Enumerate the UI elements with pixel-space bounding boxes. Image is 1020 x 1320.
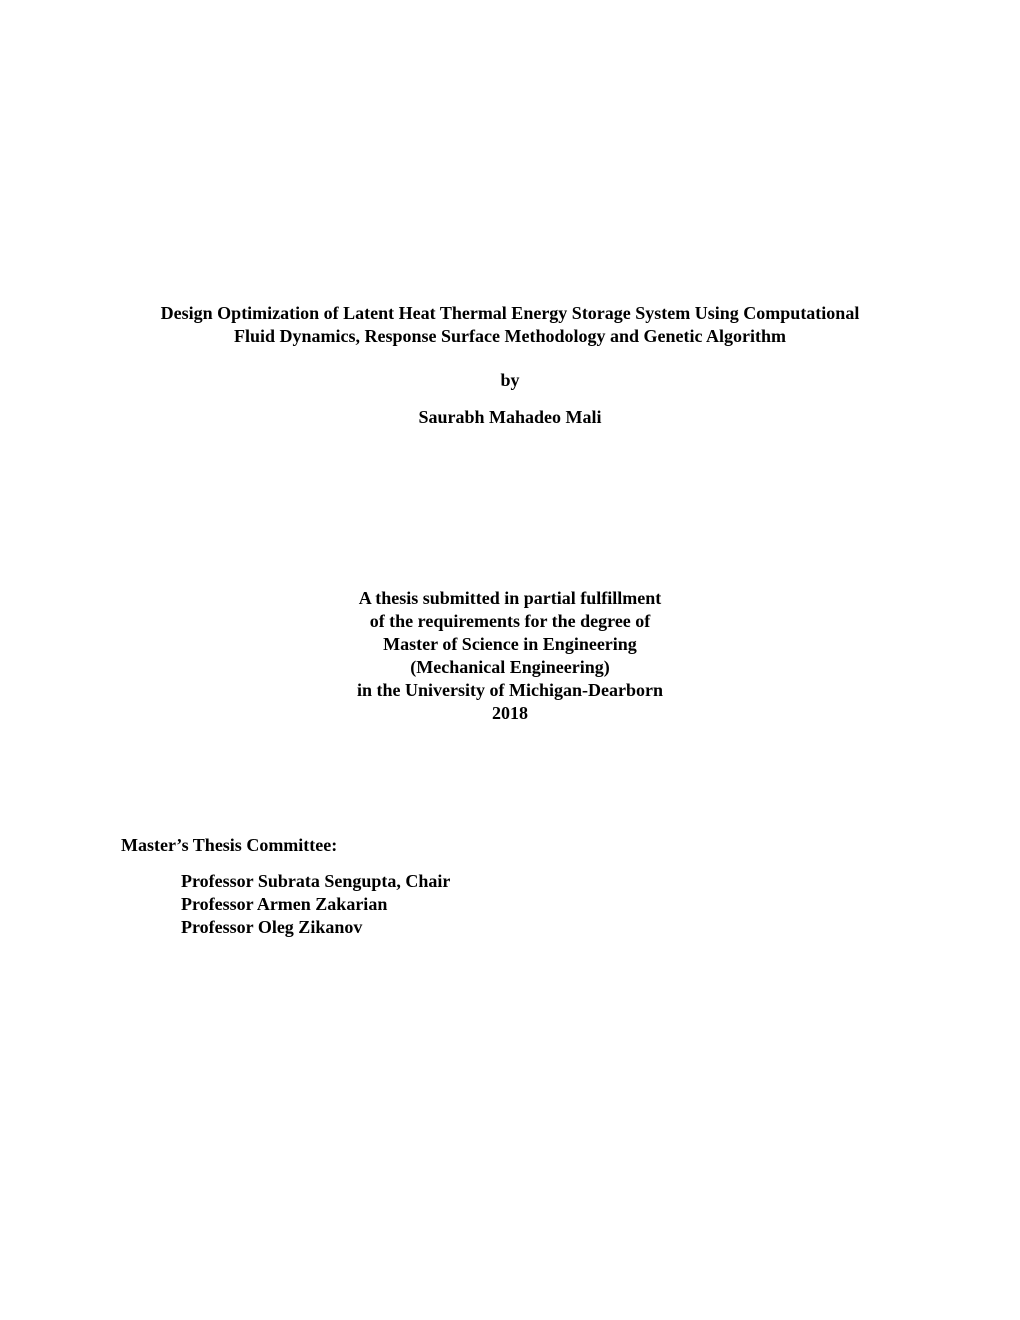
degree-statement-line: (Mechanical Engineering) bbox=[410, 657, 610, 677]
committee-members bbox=[181, 870, 450, 939]
committee-member: Professor Oleg Zikanov bbox=[181, 917, 363, 937]
thesis-title-line-1: Design Optimization of Latent Heat Thermal Energy Storage System Using Computational bbox=[160, 303, 860, 323]
author-name: Saurabh Mahadeo Mali bbox=[418, 407, 602, 427]
degree-statement-line: A thesis submitted in partial fulfillment bbox=[358, 588, 662, 608]
thesis-title bbox=[0, 302, 1020, 348]
degree-statement bbox=[0, 587, 1020, 725]
by-label: by bbox=[500, 370, 520, 390]
degree-statement-line: of the requirements for the degree of bbox=[369, 611, 651, 631]
committee-heading: Master’s Thesis Committee: bbox=[121, 835, 338, 855]
degree-statement-line: Master of Science in Engineering bbox=[383, 634, 637, 654]
degree-year: 2018 bbox=[492, 703, 528, 723]
degree-statement-line: in the University of Michigan-Dearborn bbox=[357, 680, 663, 700]
committee-member: Professor Subrata Sengupta, Chair bbox=[181, 871, 451, 891]
committee-member: Professor Armen Zakarian bbox=[181, 894, 388, 914]
thesis-title-line-2: Fluid Dynamics, Response Surface Methodology and Genetic Algorithm bbox=[234, 326, 786, 346]
